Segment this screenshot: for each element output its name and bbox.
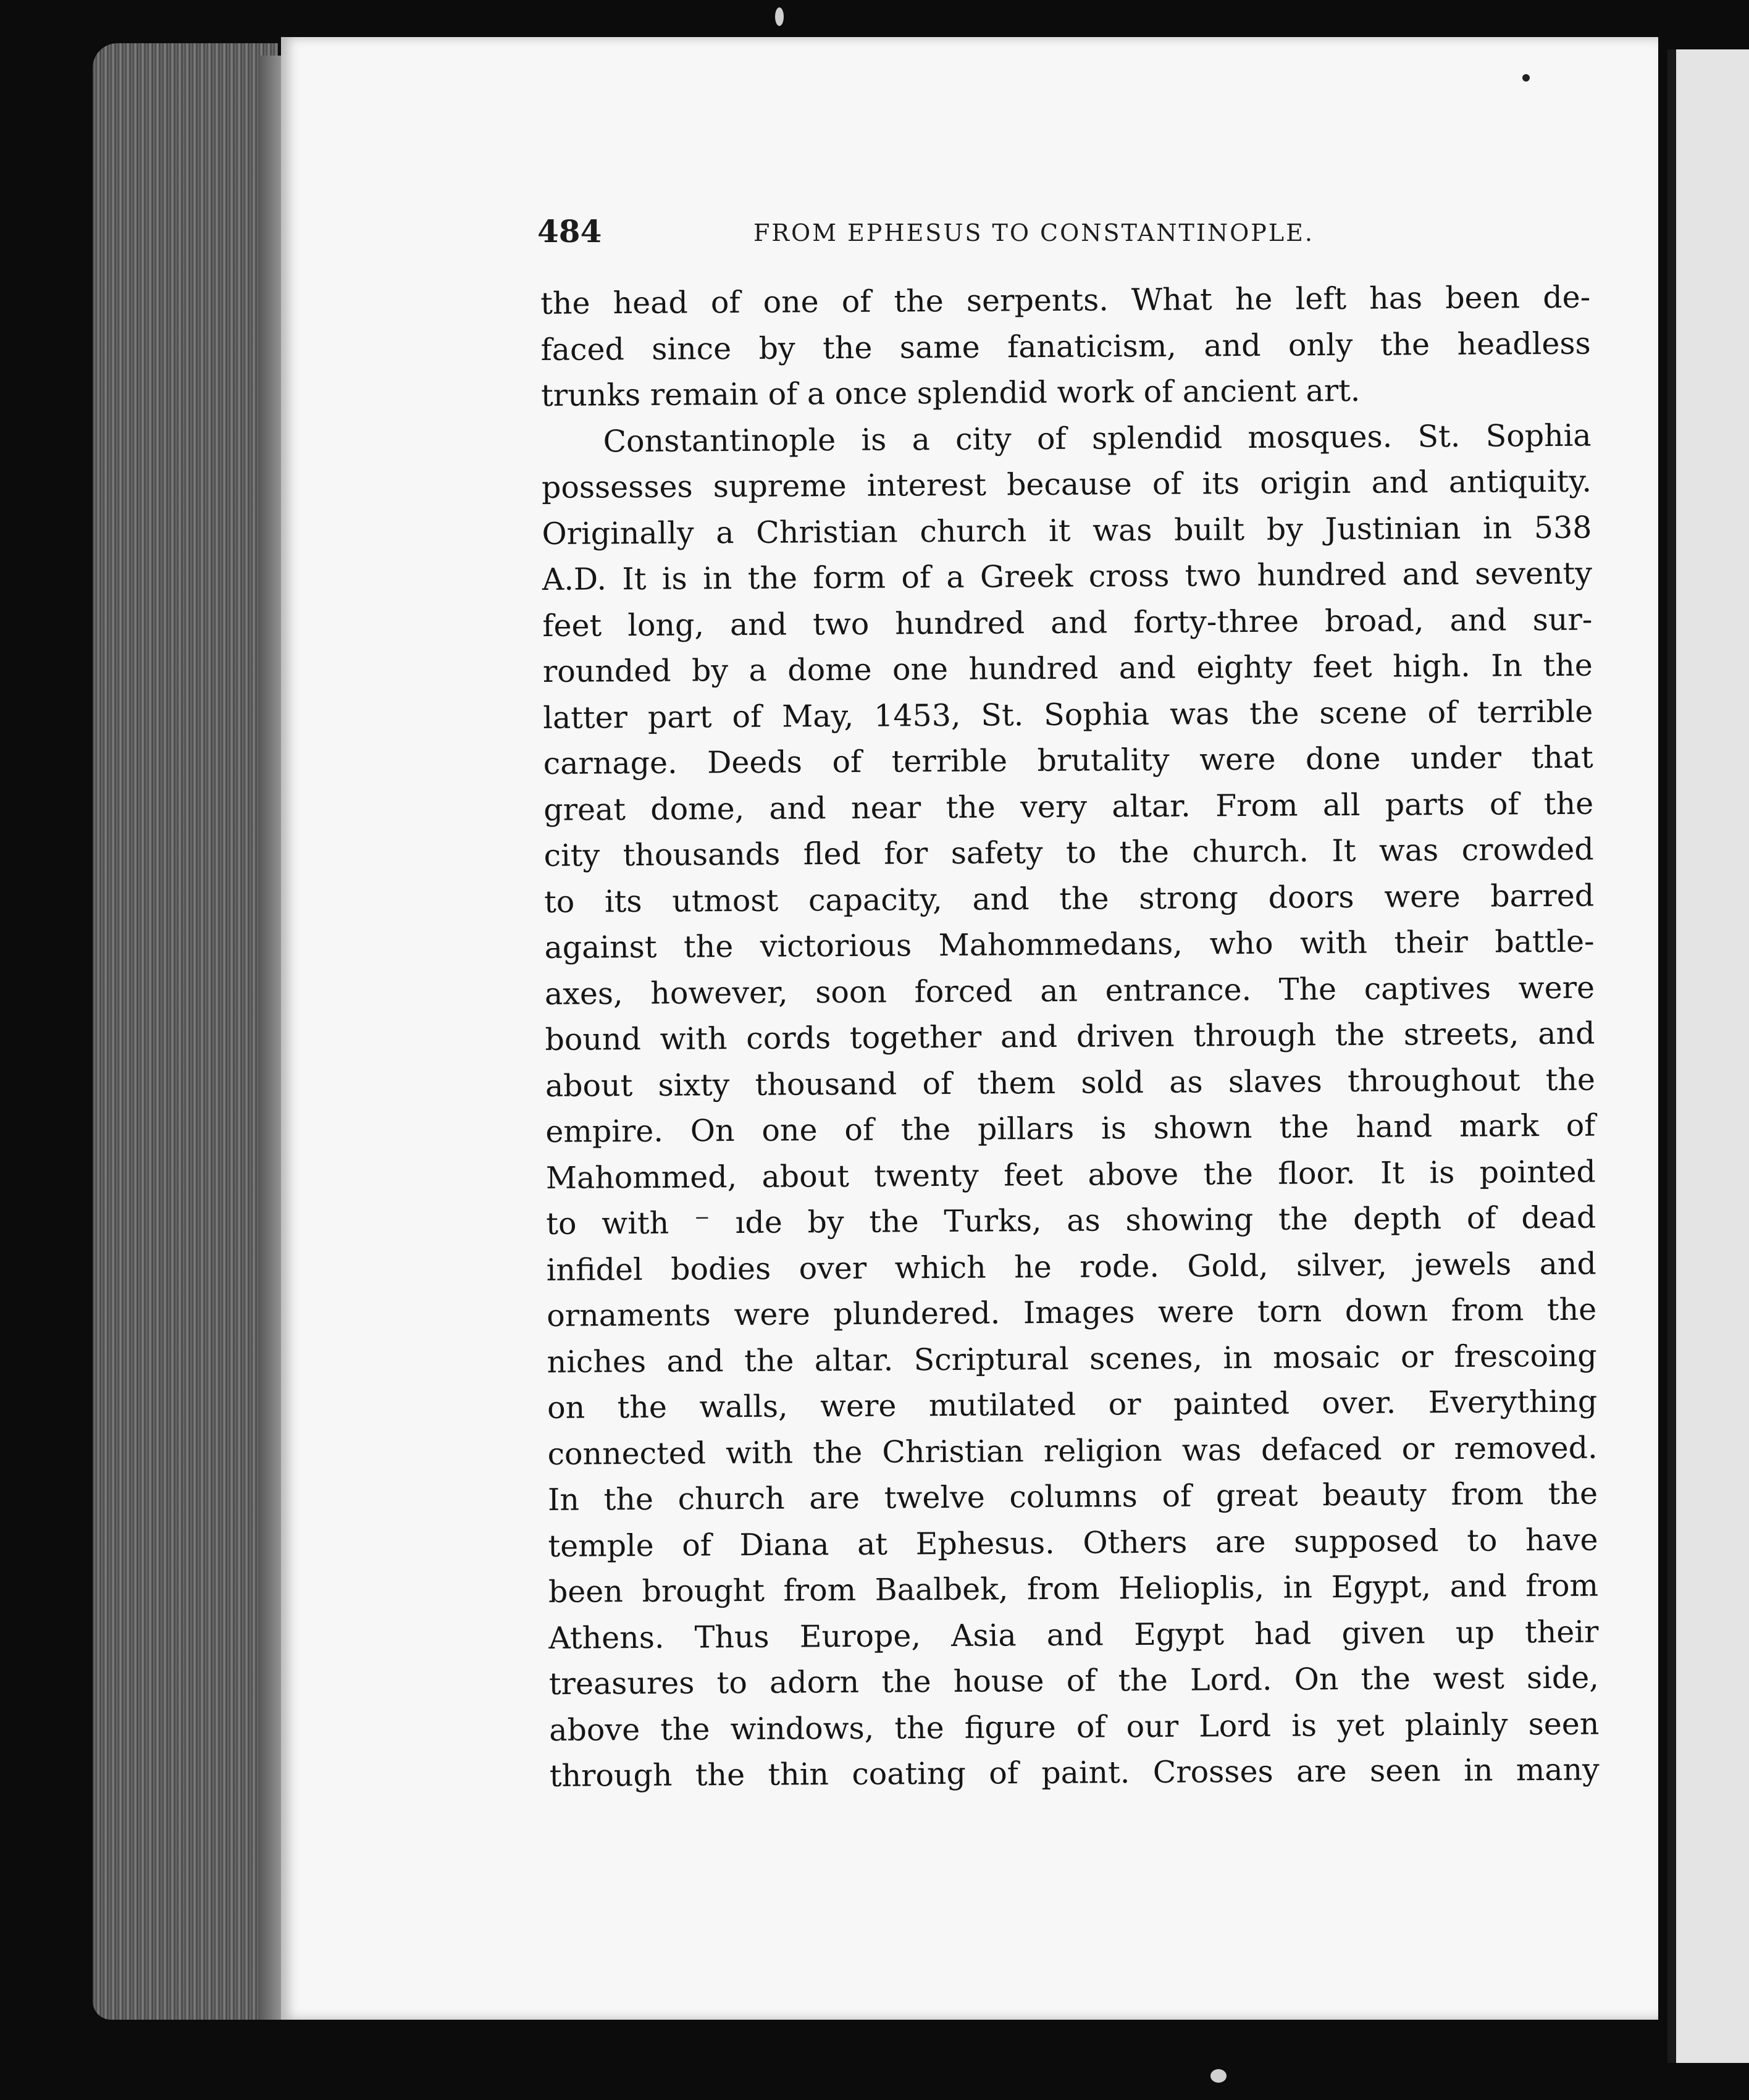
text-line: rounded by a dome one hundred and eighty feet high. In the — [542, 647, 1593, 689]
scan-artifact — [1210, 2069, 1227, 2083]
text-line: treasures to adorn the house of the Lord. On the west side, — [548, 1660, 1600, 1702]
text-line: A.D. It is in the form of a Greek cross two hundred and seventy — [542, 555, 1593, 597]
text-line: temple of Diana at Ephesus. Others are supposed to have — [548, 1522, 1598, 1564]
text-line: through the thin coating of paint. Crosses are seen in many — [549, 1752, 1600, 1794]
text-line: niches and the altar. Scriptural scenes, in mosaic or frescoing — [547, 1338, 1597, 1380]
text-line: faced since by the same fanaticism, and only the headless — [540, 326, 1591, 368]
text-line: Constantinople is a city of splendid mosques. St. Sophia — [603, 418, 1592, 459]
text-line: been brought from Baalbek, from Helioplis, in Egypt, and from — [548, 1568, 1599, 1610]
text-line: Athens. Thus Europe, Asia and Egypt had given up their — [548, 1614, 1599, 1656]
text-line: Mahommed, about twenty feet above the floor. It is pointed — [545, 1154, 1596, 1196]
text-line: on the walls, were mutilated or painted over. Everything — [547, 1384, 1598, 1426]
text-line: great dome, and near the very altar. From all parts of the — [543, 786, 1594, 828]
text-line: axes, however, soon forced an entrance. The captives were — [544, 970, 1595, 1012]
text-line: about sixty thousand of them sold as slaves throughout the — [545, 1062, 1596, 1104]
scan-artifact — [775, 7, 784, 26]
text-line: latter part of May, 1453, St. Sophia was the scene of terrible — [543, 694, 1593, 736]
text-line: empire. On one of the pillars is shown the hand mark of — [545, 1107, 1596, 1149]
facing-page-edge — [1667, 49, 1749, 2063]
text-line: to its utmost capacity, and the strong doors were barred — [543, 878, 1595, 920]
text-line: trunks remain of a once splendid work of ancient art. — [540, 372, 1361, 413]
text-line: In the church are twelve columns of great beauty from the — [547, 1476, 1598, 1518]
body-text — [540, 275, 1600, 1800]
text-line: possesses supreme interest because of its origin and antiquity. — [541, 463, 1592, 505]
text-line: ornaments were plundered. Images were torn down from the — [547, 1292, 1597, 1334]
text-line: against the victorious Mahommedans, who with their battle- — [544, 923, 1595, 965]
text-line: connected with the Christian religion was defaced or removed. — [547, 1430, 1598, 1472]
text-line: the head of one of the serpents. What he left has been de- — [540, 279, 1591, 321]
text-line: above the windows, the figure of our Lord is yet plainly seen — [549, 1706, 1600, 1748]
page-number: 484 — [537, 213, 602, 250]
scan-artifact — [1522, 74, 1530, 82]
running-head — [537, 213, 1637, 262]
text-line: infidel bodies over which he rode. Gold, silver, jewels and — [546, 1246, 1596, 1288]
gutter-shadow — [259, 56, 284, 2020]
text-line: to with ⁻ ıde by the Turks, as showing the depth of dead — [546, 1199, 1596, 1241]
text-line: city thousands fled for safety to the church. It was crowded — [543, 831, 1594, 873]
text-line: Originally a Christian church it was built by Justinian in 538 — [542, 510, 1592, 552]
text-line: carnage. Deeds of terrible brutality were done under that — [543, 739, 1593, 781]
book-page-edges — [93, 43, 278, 2020]
text-line: bound with cords together and driven through the streets, and — [545, 1015, 1595, 1057]
text-line: feet long, and two hundred and forty-three broad, and sur- — [542, 602, 1593, 644]
running-head-title: FROM EPHESUS TO CONSTANTINOPLE. — [753, 219, 1314, 246]
